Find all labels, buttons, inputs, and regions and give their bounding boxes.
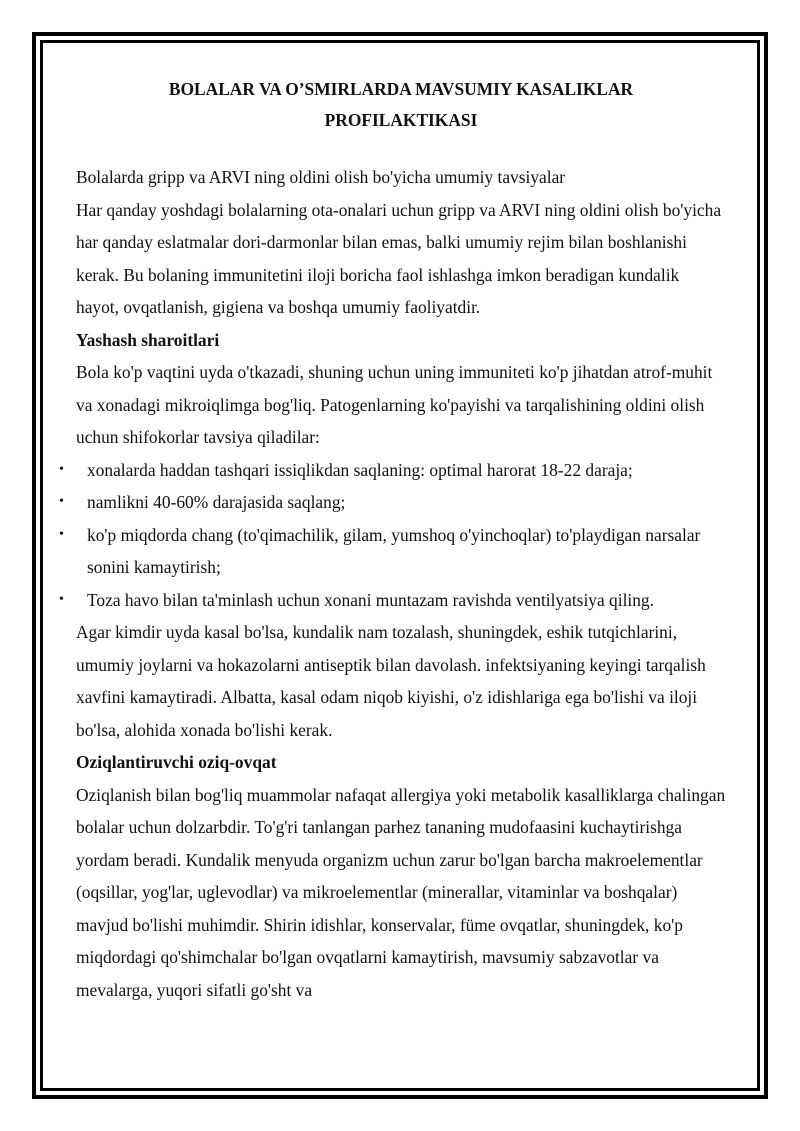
section-heading-living-conditions: Yashash sharoitlari bbox=[76, 329, 220, 350]
sick-person-paragraph: Agar kimdir uyda kasal bo'lsa, kundalik nam tozalash, shuningdek, eshik tutqichlarini, umumiy joylarni va hokazolarni antiseptik bilan davolash. infektsiyaning keyingi tarqalish xavfini kamaytiradi. Albatta, kasal odam niqob kiyishi, o'z idishlariga ega bo'lishi va iloji bo'lsa, alohida xonada bo'lishi kerak. bbox=[76, 622, 706, 740]
document-body bbox=[59, 74, 726, 1006]
recommendation-list bbox=[59, 454, 726, 617]
title-line-2: PROFILAKTIKASI bbox=[324, 110, 478, 130]
bullet-icon: • bbox=[59, 494, 64, 509]
bullet-icon: • bbox=[59, 461, 64, 477]
list-item bbox=[59, 454, 726, 487]
list-item bbox=[59, 486, 726, 519]
bullet-icon: • bbox=[59, 526, 64, 542]
list-item bbox=[59, 519, 726, 584]
list-item-text: ko'p miqdorda chang (to'qimachilik, gilam, yumshoq o'yinchoqlar) to'playdigan narsalar sonini kamaytirish; bbox=[87, 524, 701, 577]
list-item-text: namlikni 40-60% darajasida saqlang; bbox=[87, 492, 346, 512]
bullet-icon: • bbox=[59, 591, 64, 607]
living-conditions-paragraph: Bola ko'p vaqtini uyda o'tkazadi, shuning uchun uning immuniteti ko'p jihatdan atrof-muhit va xonadagi mikroiqlimga bog'liq. Patogenlarning ko'payishi va tarqalishining oldini olish uchun shifokorlar tavsiya qiladilar: bbox=[76, 362, 713, 447]
list-item-text: xonalarda haddan tashqari issiqlikdan saqlaning: optimal harorat 18-22 daraja; bbox=[87, 459, 633, 480]
title-spacer bbox=[76, 136, 726, 161]
section-heading-nutrition: Oziqlantiruvchi oziq-ovqat bbox=[76, 752, 277, 772]
document-title bbox=[76, 74, 726, 136]
nutrition-paragraph: Oziqlanish bilan bog'liq muammolar nafaqat allergiya yoki metabolik kasalliklarga chalingan bolalar uchun dolzarbdir. To'g'ri tanlangan parhez tananing mudofaasini kuchaytirishga yordam beradi. Kundalik menyuda organizm uchun zarur bo'lgan barcha makroelementlar (oqsillar, yog'lar, uglevodlar) va mikroelementlar (minerallar, vitaminlar va boshqalar) mavjud bo'lishi muhimdir. Shirin idishlar, konservalar, füme ovqatlar, shuningdek, ko'p miqdordagi qo'shimchalar bo'lgan ovqatlarni kamaytirish, mavsumiy sabzavotlar va mevalarga, yuqori sifatli go'sht va bbox=[76, 784, 726, 1000]
intro-paragraph: Har qanday yoshdagi bolalarning ota-onalari uchun gripp va ARVI ning oldini olish bo'yicha har qanday eslatmalar dori-darmonlar bilan emas, balki umumiy rejim bilan boshlanishi kerak. Bu bolaning immunitetini iloji boricha faol ishlashga imkon beradigan kundalik hayot, ovqatlanish, gigiena va boshqa umumiy faoliyatdir. bbox=[76, 199, 722, 317]
intro-heading: Bolalarda gripp va ARVI ning oldini olish bo'yicha umumiy tavsiyalar bbox=[76, 167, 566, 187]
list-item-text: Toza havo bilan ta'minlash uchun xonani muntazam ravishda ventilyatsiya qiling. bbox=[87, 589, 654, 610]
list-item bbox=[59, 584, 726, 617]
title-line-1: BOLALAR VA O’SMIRLARDA MAVSUMIY KASALIKLAR bbox=[168, 79, 634, 99]
